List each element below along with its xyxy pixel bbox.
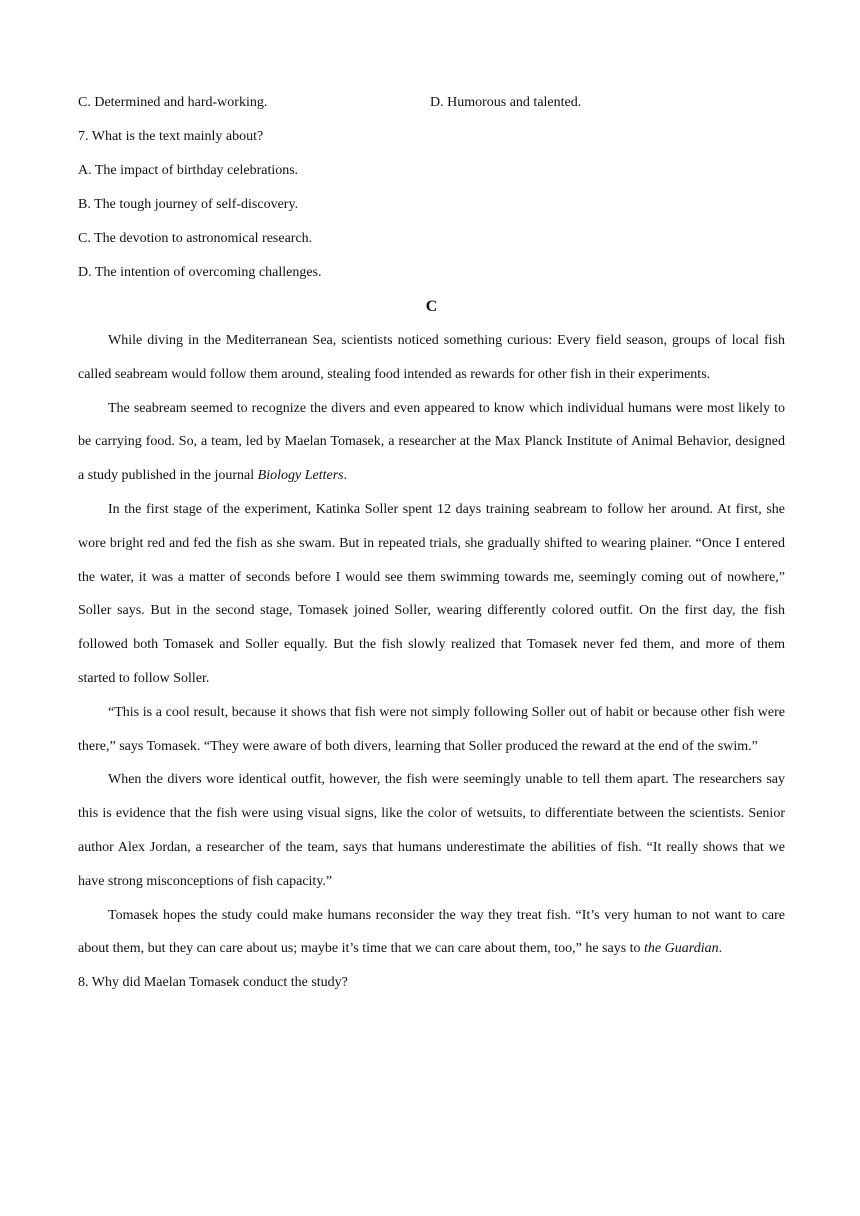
paragraph-2 bbox=[78, 392, 785, 493]
paragraph-1: While diving in the Mediterranean Sea, scientists noticed something curious: Every field season, groups of local fish called seabream would follow them around, stealing food intended as rewards for other fish in their experiments. bbox=[78, 333, 785, 382]
paragraph-2-text: The seabream seemed to recognize the divers and even appeared to know which individual humans were most likely to be carrying food. So, a team, led by Maelan Tomasek, a researcher at the Max Planck Institute of Animal Behavior, designed a study published in the journal bbox=[78, 400, 785, 484]
question7-option-a: A. The impact of birthday celebrations. bbox=[78, 163, 299, 178]
newspaper-name: the Guardian bbox=[644, 941, 719, 957]
paragraph-6 bbox=[78, 899, 785, 967]
paragraph-5: When the divers wore identical outfit, however, the fish were seemingly unable to tell them apart. The researchers say this is evidence that the fish were using visual signs, like the color of wetsuits, to differentiate between the scientists. Senior author Alex Jordan, a researcher of the team, says that humans underestimate the abilities of fish. “It really shows that we have strong misconceptions of fish capacity.” bbox=[78, 772, 785, 889]
question8-stem: 8. Why did Maelan Tomasek conduct the study? bbox=[78, 975, 348, 991]
paragraph-3: In the first stage of the experiment, Katinka Soller spent 12 days training seabream to follow her around. At first, she wore bright red and fed the fish as she swam. But in repeated trials, she gradually shifted to wearing plainer. “Once I entered the water, it was a matter of seconds before I would see them swimming towards me, seemingly coming out of nowhere,” Soller says. But in the second stage, Tomasek joined Soller, wearing differently colored outfit. On the first day, the fish followed both Tomasek and Soller equally. But the fish slowly realized that Tomasek never fed them, and more of them started to follow Soller. bbox=[78, 501, 785, 686]
option-c: C. Determined and hard-working. bbox=[78, 95, 268, 110]
question7-option-d: D. The intention of overcoming challenges. bbox=[78, 265, 322, 280]
question6-options-row bbox=[78, 86, 785, 120]
question7-option-b: B. The tough journey of self-discovery. bbox=[78, 197, 299, 212]
paragraph-6-text: Tomasek hopes the study could make humans reconsider the way they treat fish. “It’s very human to not want to care about them, but they can care about us; maybe it’s time that we can care about them, too,” he says to bbox=[78, 907, 785, 957]
document-page bbox=[78, 86, 785, 1000]
journal-name: Biology Letters bbox=[257, 468, 344, 484]
paragraph-2-end: . bbox=[343, 468, 348, 484]
section-title: C bbox=[425, 298, 438, 315]
paragraph-4: “This is a cool result, because it shows that fish were not simply following Soller out of habit or because other fish were there,” says Tomasek. “They were aware of both divers, learning that Soller produced the reward at the end of the swim.” bbox=[78, 704, 785, 754]
question7-stem: 7. What is the text mainly about? bbox=[78, 129, 264, 144]
question7-option-c: C. The devotion to astronomical research. bbox=[78, 231, 313, 246]
paragraph-6-end: . bbox=[718, 941, 723, 957]
option-d: D. Humorous and talented. bbox=[430, 95, 582, 110]
